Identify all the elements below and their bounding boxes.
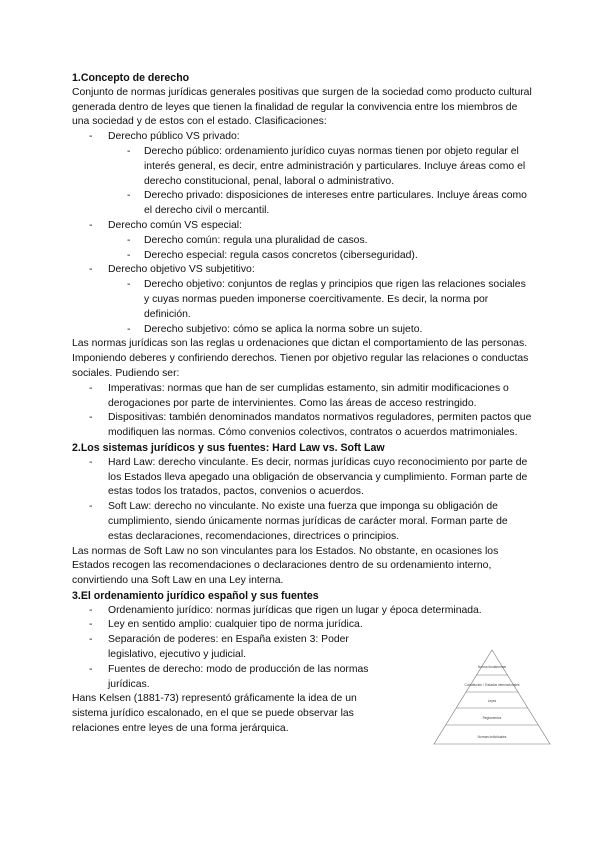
section-3-title: 3.El ordenamiento jurídico español y sus fuentes <box>72 589 319 602</box>
pyramid-level-5: Normas individuales <box>477 735 507 739</box>
list-item <box>72 219 532 263</box>
sub-list <box>108 145 532 219</box>
list-item: - Soft Law: derecho no vinculante. No existe una fuerza que imponga su obligación de cumplimiento, siendo únicamente normas jurídicas de carácter moral. Forman parte de estas declaraciones, recomendaciones, directrices o principios. <box>72 500 532 544</box>
list-item: - Hard Law: derecho vinculante. Es decir, normas jurídicas cuyo reconocimiento por parte de los Estados lleva apegado una obligación de observancia y cumplimiento. Forman parte de estas todos los tratados, pactos, convenios o acuerdos. <box>72 456 532 500</box>
law-types-list <box>72 456 532 545</box>
section-2-title: 2.Los sistemas jurídicos y sus fuentes: Hard Law vs. Soft Law <box>72 441 385 454</box>
group-label: Derecho objetivo VS subjetitivo: <box>108 264 255 276</box>
list-item: - Derecho subjetivo: cómo se aplica la norma sobre un sujeto. <box>108 323 532 338</box>
list-item: - Ordenamiento jurídico: normas jurídicas que rigen un lugar y época determinada. <box>72 604 532 619</box>
section-1-intro: Conjunto de normas jurídicas generales positivas que surgen de la sociedad como producto cultural generada dentro de leyes que tienen la finalidad de regular la convivencia entre los miembros de una sociedad y de estos con el estado. Clasificaciones: <box>72 86 532 128</box>
list-item: - Derecho privado: disposiciones de intereses entre particulares. Incluye áreas como el derecho civil o mercantil. <box>108 189 532 219</box>
group-label: Derecho público VS privado: <box>108 131 240 143</box>
classification-list <box>72 130 532 337</box>
section-1-title: 1.Concepto de derecho <box>72 72 190 84</box>
kelsen-paragraph: Hans Kelsen (1881-73) representó gráficamente la idea de un sistema jurídico escalonado, en el que se puede observar las relaciones entre leyes de una forma jerárquica. <box>72 693 357 735</box>
list-item: - Derecho objetivo: conjuntos de reglas y principios que rigen las relaciones sociales y cuyas normas pueden imponerse coercitivamente. Es decir, la norma por definición. <box>108 278 532 322</box>
norms-paragraph: Las normas jurídicas son las reglas u ordenaciones que dictan el comportamiento de las personas. Imponiendo deberes y confiriendo derechos. Tienen por objetivo regular las relaciones o conductas sociales. Pudiendo ser: <box>72 338 529 379</box>
list-item: - Ley en sentido amplio: cualquier tipo de norma jurídica. <box>72 618 532 633</box>
kelsen-pyramid-diagram <box>432 648 552 746</box>
list-item: - Fuentes de derecho: modo de producción de las normas jurídicas. <box>72 663 378 693</box>
list-item: - Derecho público: ordenamiento jurídico cuyas normas tienen por objeto regular el interés general, es decir, entre administración y particulares. Incluye áreas como el derecho constitucional, penal, laboral o administrativo. <box>108 145 532 189</box>
list-item: - Derecho especial: regula casos concretos (ciberseguridad). <box>108 249 532 264</box>
soft-law-paragraph: Las normas de Soft Law no son vinculantes para los Estados. No obstante, en ocasiones los Estados recogen las recomendaciones o declaraciones dentro de su ordenamiento interno, convirtiendo una Soft Law en una Ley interna. <box>72 545 499 587</box>
group-label: Derecho común VS especial: <box>108 219 242 231</box>
norm-kinds-list <box>72 382 532 441</box>
list-item: - Imperativas: normas que han de ser cumplidas estamento, sin admitir modificaciones o derogaciones por parte de intervinientes. Como las áreas de acceso restringido. <box>72 382 532 412</box>
document-body <box>72 71 532 737</box>
list-item: - Dispositivas: también denominados mandatos normativos reguladores, permiten pactos que modifiquen las normas. Cómo convenios colectivos, contratos o acuerdos matrimoniales. <box>72 411 532 441</box>
pyramid-level-1: Norma fundamental <box>478 665 506 669</box>
pyramid-level-4: Reglamentos <box>482 716 502 720</box>
list-item: - Separación de poderes: en España existen 3: Poder legislativo, ejecutivo y judicial. <box>72 633 378 663</box>
list-item <box>72 130 532 219</box>
pyramid-level-2: Constitución / Tratados internacionales <box>464 683 520 687</box>
sub-list <box>108 278 532 337</box>
sub-list <box>108 234 532 264</box>
pyramid-level-3: Leyes <box>487 699 497 703</box>
list-item: - Derecho común: regula una pluralidad de casos. <box>108 234 532 249</box>
list-item <box>72 263 532 337</box>
